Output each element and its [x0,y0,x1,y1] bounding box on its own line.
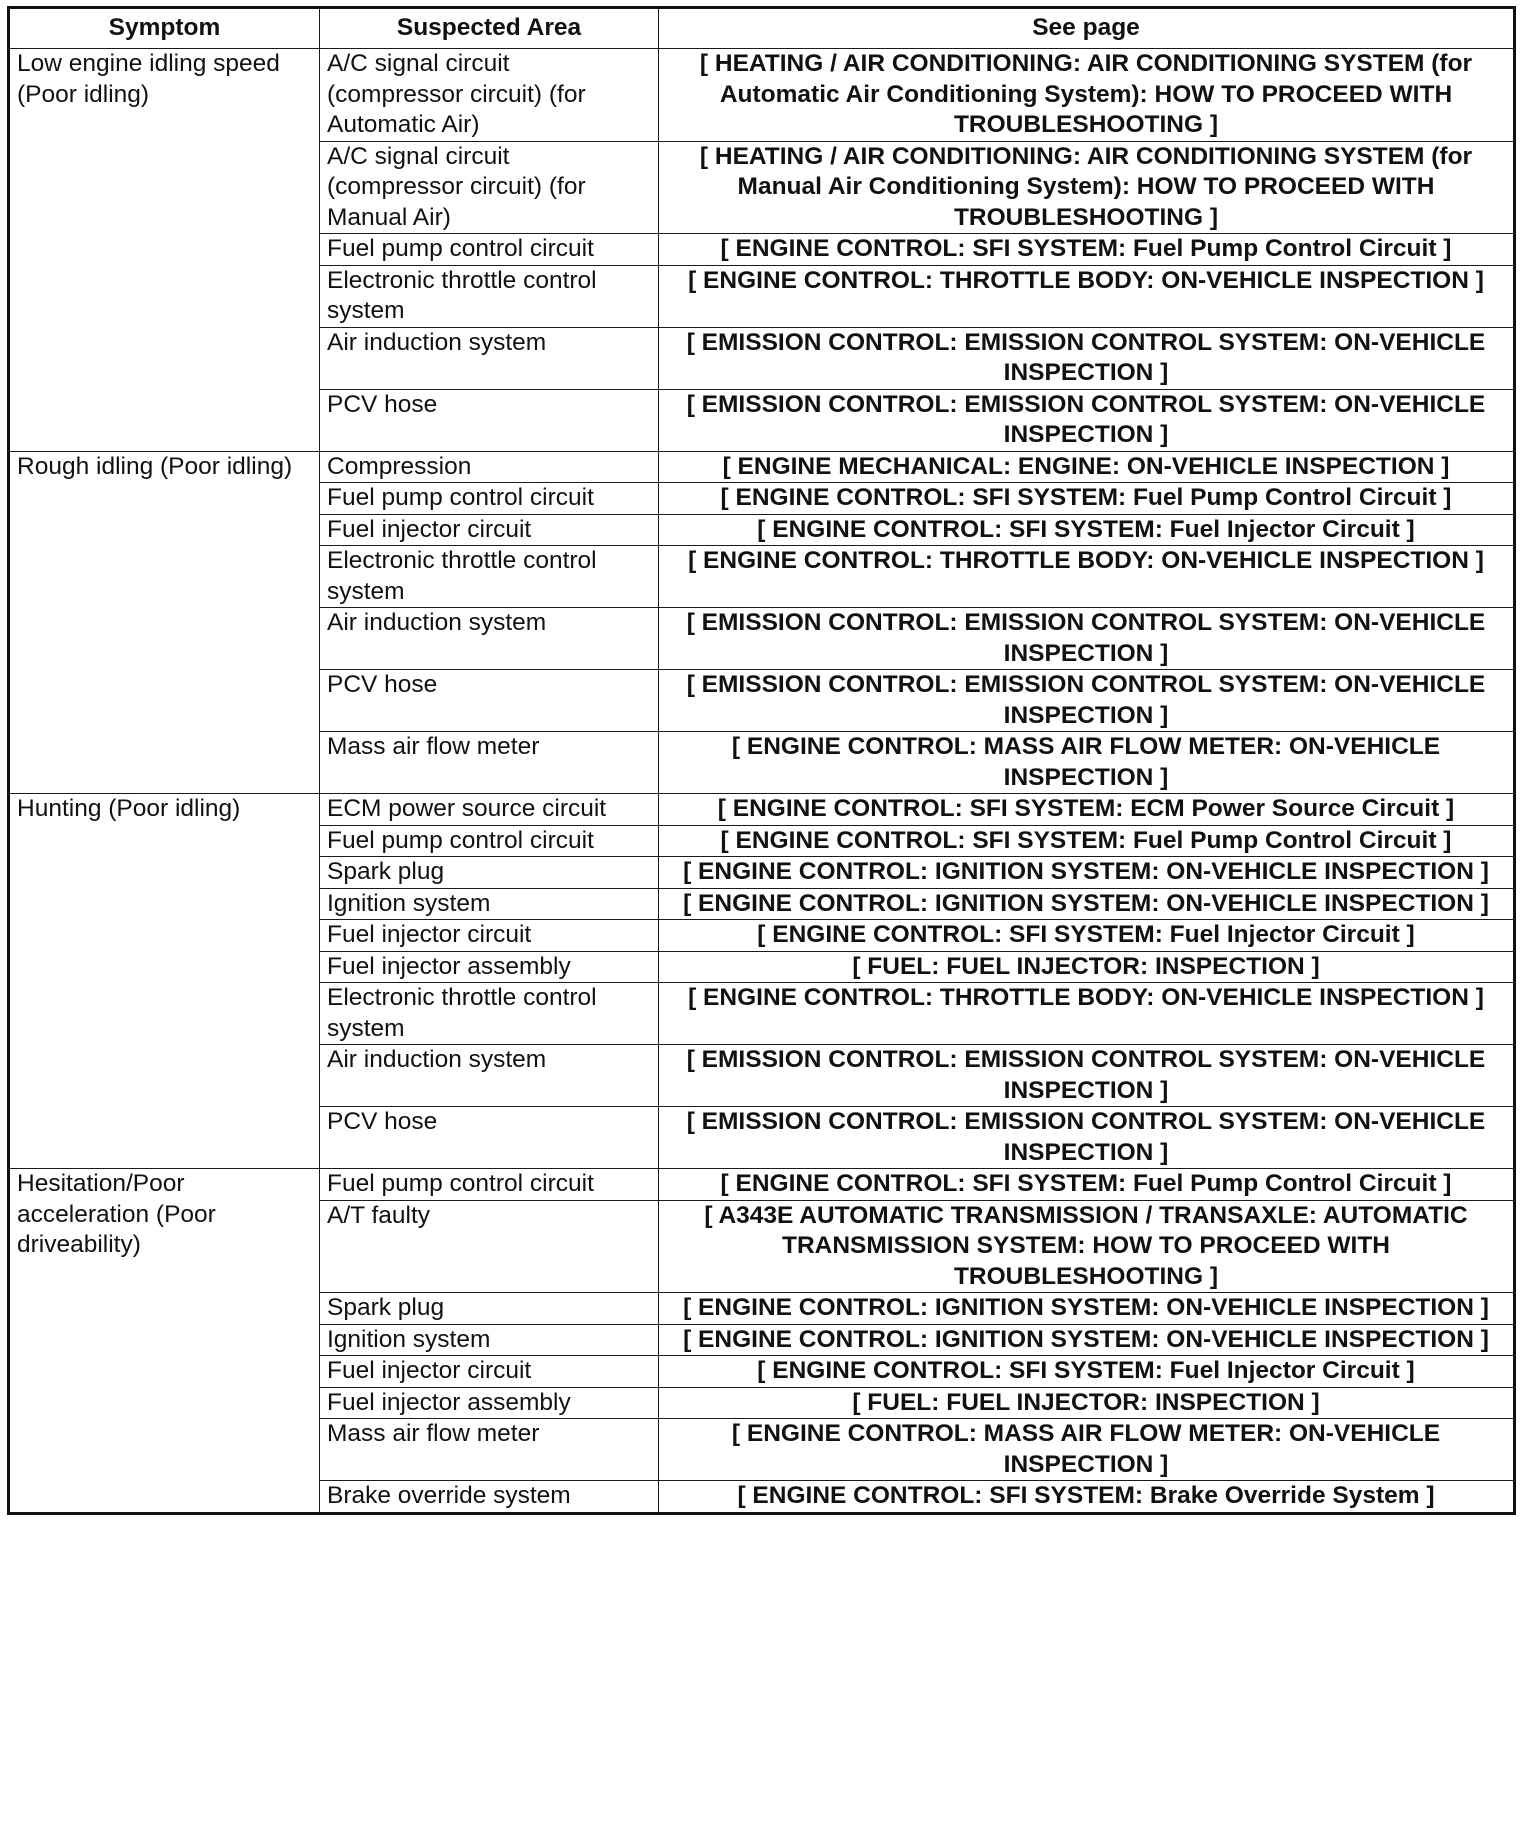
see-page-reference-cell: [ ENGINE CONTROL: SFI SYSTEM: Fuel Pump Control Circuit ] [659,1169,1515,1201]
see-page-reference-cell: [ A343E AUTOMATIC TRANSMISSION / TRANSAXLE: AUTOMATIC TRANSMISSION SYSTEM: HOW TO PROCEED WITH TROUBLESHOOTING ] [659,1200,1515,1293]
suspected-area-cell: Brake override system [320,1481,659,1514]
see-page-reference-cell: [ EMISSION CONTROL: EMISSION CONTROL SYSTEM: ON-VEHICLE INSPECTION ] [659,608,1515,670]
suspected-area-cell: PCV hose [320,670,659,732]
header-row [9,8,1515,49]
see-page-reference-cell: [ ENGINE CONTROL: IGNITION SYSTEM: ON-VEHICLE INSPECTION ] [659,1324,1515,1356]
suspected-area-cell: Electronic throttle control system [320,546,659,608]
suspected-area-cell: A/C signal circuit (compressor circuit) (for Manual Air) [320,141,659,234]
see-page-reference-cell: [ ENGINE CONTROL: THROTTLE BODY: ON-VEHICLE INSPECTION ] [659,983,1515,1045]
see-page-reference-cell: [ EMISSION CONTROL: EMISSION CONTROL SYSTEM: ON-VEHICLE INSPECTION ] [659,1045,1515,1107]
suspected-area-cell: Compression [320,451,659,483]
see-page-reference-cell: [ ENGINE CONTROL: SFI SYSTEM: Fuel Injector Circuit ] [659,1356,1515,1388]
see-page-reference-cell: [ ENGINE CONTROL: MASS AIR FLOW METER: ON-VEHICLE INSPECTION ] [659,1419,1515,1481]
suspected-area-cell: Electronic throttle control system [320,983,659,1045]
column-header-see-page: See page [659,8,1515,49]
suspected-area-cell: Fuel injector assembly [320,1387,659,1419]
table-row [9,451,1515,483]
see-page-reference-cell: [ FUEL: FUEL INJECTOR: INSPECTION ] [659,951,1515,983]
see-page-reference-cell: [ ENGINE CONTROL: IGNITION SYSTEM: ON-VEHICLE INSPECTION ] [659,1293,1515,1325]
see-page-reference-cell: [ EMISSION CONTROL: EMISSION CONTROL SYSTEM: ON-VEHICLE INSPECTION ] [659,327,1515,389]
suspected-area-cell: A/C signal circuit (compressor circuit) (for Automatic Air) [320,49,659,142]
column-header-symptom: Symptom [9,8,320,49]
column-header-suspected-area: Suspected Area [320,8,659,49]
suspected-area-cell: Fuel injector circuit [320,514,659,546]
suspected-area-cell: Fuel pump control circuit [320,825,659,857]
suspected-area-cell: A/T faulty [320,1200,659,1293]
suspected-area-cell: Electronic throttle control system [320,265,659,327]
symptom-cell: Low engine idling speed (Poor idling) [9,49,320,452]
suspected-area-cell: Air induction system [320,608,659,670]
suspected-area-cell: Mass air flow meter [320,1419,659,1481]
suspected-area-cell: Fuel injector circuit [320,1356,659,1388]
see-page-reference-cell: [ ENGINE CONTROL: THROTTLE BODY: ON-VEHICLE INSPECTION ] [659,546,1515,608]
see-page-reference-cell: [ ENGINE CONTROL: SFI SYSTEM: Fuel Pump Control Circuit ] [659,825,1515,857]
symptom-cell: Hunting (Poor idling) [9,794,320,1169]
suspected-area-cell: PCV hose [320,1107,659,1169]
see-page-reference-cell: [ EMISSION CONTROL: EMISSION CONTROL SYSTEM: ON-VEHICLE INSPECTION ] [659,1107,1515,1169]
suspected-area-cell: Fuel pump control circuit [320,234,659,266]
suspected-area-cell: Spark plug [320,857,659,889]
see-page-reference-cell: [ HEATING / AIR CONDITIONING: AIR CONDITIONING SYSTEM (for Automatic Air Conditioning System): HOW TO PROCEED WITH TROUBLESHOOTING ] [659,49,1515,142]
see-page-reference-cell: [ EMISSION CONTROL: EMISSION CONTROL SYSTEM: ON-VEHICLE INSPECTION ] [659,389,1515,451]
suspected-area-cell: Ignition system [320,1324,659,1356]
see-page-reference-cell: [ ENGINE CONTROL: SFI SYSTEM: Fuel Injector Circuit ] [659,514,1515,546]
symptom-cell: Rough idling (Poor idling) [9,451,320,794]
suspected-area-cell: PCV hose [320,389,659,451]
see-page-reference-cell: [ EMISSION CONTROL: EMISSION CONTROL SYSTEM: ON-VEHICLE INSPECTION ] [659,670,1515,732]
symptom-cell: Hesitation/Poor acceleration (Poor driveability) [9,1169,320,1514]
see-page-reference-cell: [ ENGINE CONTROL: IGNITION SYSTEM: ON-VEHICLE INSPECTION ] [659,888,1515,920]
see-page-reference-cell: [ ENGINE CONTROL: SFI SYSTEM: Brake Override System ] [659,1481,1515,1514]
suspected-area-cell: Fuel injector assembly [320,951,659,983]
see-page-reference-cell: [ ENGINE CONTROL: SFI SYSTEM: Fuel Injector Circuit ] [659,920,1515,952]
suspected-area-cell: ECM power source circuit [320,794,659,826]
table-row [9,1169,1515,1201]
suspected-area-cell: Fuel injector circuit [320,920,659,952]
suspected-area-cell: Air induction system [320,1045,659,1107]
see-page-reference-cell: [ ENGINE CONTROL: THROTTLE BODY: ON-VEHICLE INSPECTION ] [659,265,1515,327]
table-row [9,49,1515,142]
see-page-reference-cell: [ ENGINE MECHANICAL: ENGINE: ON-VEHICLE INSPECTION ] [659,451,1515,483]
table-row [9,794,1515,826]
suspected-area-cell: Fuel pump control circuit [320,483,659,515]
see-page-reference-cell: [ ENGINE CONTROL: SFI SYSTEM: ECM Power Source Circuit ] [659,794,1515,826]
suspected-area-cell: Mass air flow meter [320,732,659,794]
suspected-area-cell: Spark plug [320,1293,659,1325]
see-page-reference-cell: [ HEATING / AIR CONDITIONING: AIR CONDITIONING SYSTEM (for Manual Air Conditioning System): HOW TO PROCEED WITH TROUBLESHOOTING ] [659,141,1515,234]
see-page-reference-cell: [ FUEL: FUEL INJECTOR: INSPECTION ] [659,1387,1515,1419]
suspected-area-cell: Air induction system [320,327,659,389]
see-page-reference-cell: [ ENGINE CONTROL: SFI SYSTEM: Fuel Pump Control Circuit ] [659,483,1515,515]
see-page-reference-cell: [ ENGINE CONTROL: MASS AIR FLOW METER: ON-VEHICLE INSPECTION ] [659,732,1515,794]
troubleshooting-table [7,6,1516,1515]
see-page-reference-cell: [ ENGINE CONTROL: IGNITION SYSTEM: ON-VEHICLE INSPECTION ] [659,857,1515,889]
see-page-reference-cell: [ ENGINE CONTROL: SFI SYSTEM: Fuel Pump Control Circuit ] [659,234,1515,266]
suspected-area-cell: Fuel pump control circuit [320,1169,659,1201]
suspected-area-cell: Ignition system [320,888,659,920]
table-body [9,49,1515,1514]
